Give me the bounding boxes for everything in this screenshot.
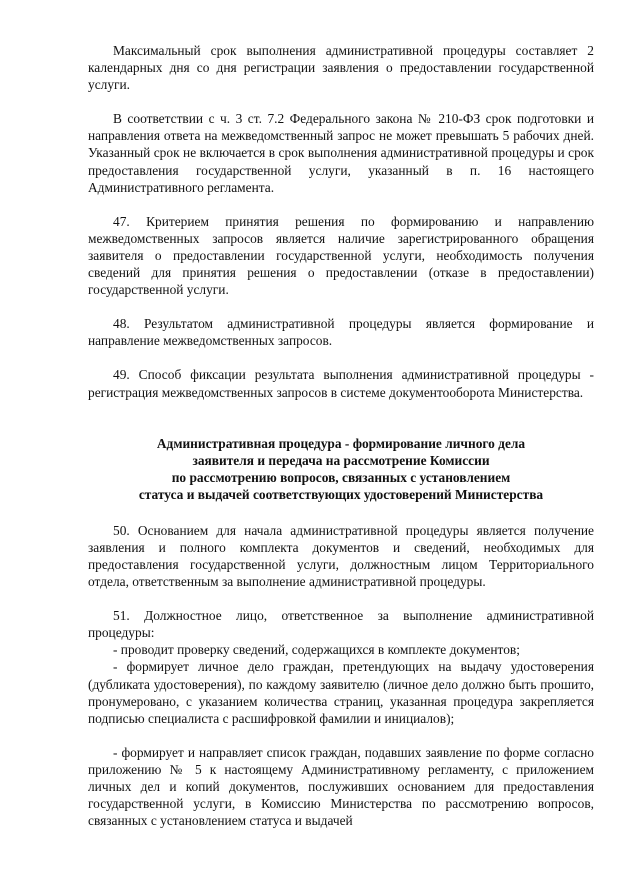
paragraph-50: 50. Основанием для начала административной процедуры является получение заявления и полного комплекта документов и сведений, необходимых для предоставления государственной услуги, должностным лицом Территориального отдела, ответственным за выполнение административной процедуры. — [88, 522, 594, 590]
paragraph-48: 48. Результатом административной процедуры является формирование и направление межведомственных запросов. — [88, 316, 594, 349]
list-item-check: - проводит проверку сведений, содержащихся в комплекте документов; — [113, 642, 520, 658]
list-item-personal-file: - формирует личное дело граждан, претендующих на выдачу удостоверения (дубликата удостоверения), по каждому заявителю (личное дело должно быть прошито, пронумеровано, с указанием количества страниц, указанная процедура закрепляется подписью специалиста с расшифровкой фамилии и инициалов); — [88, 659, 594, 726]
paragraph-49: 49. Способ фиксации результата выполнения административной процедуры - регистрация межведомственных запросов в системе документооборота Министерства. — [88, 367, 594, 400]
heading-line: Административная процедура - формирование личного дела — [156, 435, 526, 451]
paragraph-law-reference: В соответствии с ч. 3 ст. 7.2 Федерального закона № 210-ФЗ срок подготовки и направления ответа на межведомственный запрос не может превышать 5 рабочих дней. Указанный срок не включается в срок выполнения административной процедуры и срок предоставления государственной услуги, указанный в п. 16 настоящего Административного регламента. — [88, 111, 594, 195]
section-heading — [88, 435, 594, 504]
paragraph-47: 47. Критерием принятия решения по формированию и направлению межведомственных запросов является наличие зарегистрированного обращения заявителя о предоставлении государственной услуги, необходимость получения сведений для принятия решения о предоставлении (отказе в предоставлении) государственной услуги. — [88, 213, 594, 298]
paragraph-max-term: Максимальный срок выполнения административной процедуры составляет 2 календарных дня со дня регистрации заявления о предоставлении государственной услуги. — [88, 43, 594, 93]
paragraph-51: 51. Должностное лицо, ответственное за выполнение административной процедуры: — [88, 608, 594, 641]
heading-line: заявителя и передача на рассмотрение Комиссии — [192, 452, 490, 468]
list-item-send-list: - формирует и направляет список граждан, подавших заявление по форме согласно приложению № 5 к настоящему Административному регламенту, с приложением личных дел и копий документов, послуживших основанием для предоставления государственной услуги, в Комиссию Министерства по рассмотрению вопросов, связанных с установлением статуса и выдачей — [88, 744, 594, 829]
heading-line: по рассмотрению вопросов, связанных с установлением — [171, 470, 511, 486]
heading-line: статуса и выдачей соответствующих удостоверений Министерства — [138, 487, 544, 503]
document-text — [88, 42, 594, 829]
